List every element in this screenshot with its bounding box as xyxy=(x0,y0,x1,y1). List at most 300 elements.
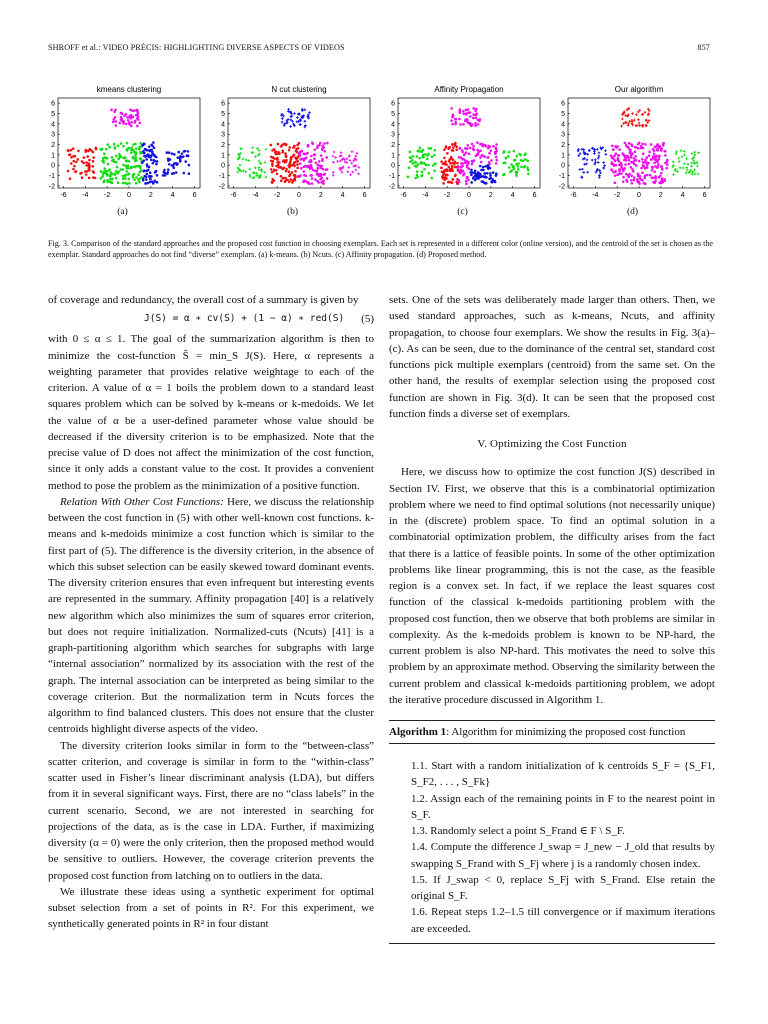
data-point xyxy=(431,177,434,180)
data-point xyxy=(440,160,443,163)
data-point xyxy=(679,166,682,169)
data-point xyxy=(126,167,129,170)
data-point xyxy=(122,157,125,160)
data-point xyxy=(103,156,106,159)
data-point xyxy=(625,179,628,182)
data-point xyxy=(162,174,165,177)
paragraph: We illustrate these ideas using a synthetic experiment for optimal subset selection from a set of points in R². For this experiment, we synthetically generated points in R² in four distant xyxy=(48,885,374,931)
data-point xyxy=(489,145,492,148)
data-point xyxy=(285,160,288,163)
data-point xyxy=(524,158,527,161)
data-point xyxy=(111,156,114,159)
data-point xyxy=(470,181,473,184)
data-point xyxy=(508,151,511,154)
data-point xyxy=(150,159,153,162)
data-point xyxy=(67,170,70,173)
subfigure-c xyxy=(380,82,545,222)
paragraph: with 0 ≤ α ≤ 1. The goal of the summarization algorithm is then to minimize the cost-function Ŝ = min_S J(S). Here, α represents a weighting parameter that provides relative weightage to each of the criterion. A value of α = 1 boils the problem down to a standard least squares problem which can be solved by k-means or k-medoids. We let the value of α be a user-defined parameter whose value should be decreased if the diversity criterion is to be emphasized. Note that the precise value of D does not affect the minimization of the cost function, since it only adds a constant value to the cost. It provides a convenient method to pose the problem as the minimization of a positive function. xyxy=(48,333,374,492)
data-point xyxy=(610,169,613,172)
data-point xyxy=(631,182,634,185)
y-tick-label: 4 xyxy=(51,121,55,129)
data-point xyxy=(414,165,417,168)
y-tick-label: 3 xyxy=(221,131,225,139)
data-point xyxy=(237,171,240,174)
data-point xyxy=(520,165,523,168)
data-point xyxy=(284,180,287,183)
data-point xyxy=(672,173,675,176)
data-point xyxy=(113,172,116,175)
data-point xyxy=(144,148,147,151)
data-point xyxy=(110,171,113,174)
y-tick-label: 2 xyxy=(221,142,225,150)
data-point xyxy=(641,142,644,145)
data-point xyxy=(479,156,482,159)
y-tick-label: 4 xyxy=(221,121,225,129)
data-point xyxy=(323,142,326,145)
data-point xyxy=(680,149,683,152)
data-point xyxy=(629,166,632,169)
data-point xyxy=(656,143,659,146)
data-point xyxy=(332,171,335,174)
data-point xyxy=(472,117,475,120)
data-point xyxy=(610,163,613,166)
data-point xyxy=(114,108,117,111)
data-point xyxy=(296,163,299,166)
data-point xyxy=(628,163,631,166)
data-point xyxy=(132,174,135,177)
data-point xyxy=(293,154,296,157)
data-point xyxy=(664,154,667,157)
figure-3 xyxy=(40,82,730,222)
y-tick-label: 1 xyxy=(51,152,55,160)
y-tick-label: 6 xyxy=(391,100,395,108)
data-point xyxy=(70,162,73,165)
data-point xyxy=(85,161,88,164)
data-point xyxy=(628,120,631,123)
data-point xyxy=(485,182,488,185)
data-point xyxy=(135,147,138,150)
data-point xyxy=(452,146,455,149)
data-point xyxy=(128,116,131,119)
data-point xyxy=(635,113,638,116)
data-point xyxy=(103,152,106,155)
data-point xyxy=(494,151,497,154)
x-tick-label: -6 xyxy=(570,192,577,199)
data-point xyxy=(139,157,142,160)
data-point xyxy=(106,157,109,160)
data-point xyxy=(108,146,111,149)
data-point xyxy=(508,166,511,169)
data-point xyxy=(323,150,326,153)
data-point xyxy=(656,165,659,168)
data-point xyxy=(147,169,150,172)
data-point xyxy=(322,168,325,171)
x-tick-label: -6 xyxy=(400,192,407,199)
data-point xyxy=(115,120,118,123)
data-point xyxy=(107,163,110,166)
data-point xyxy=(316,164,319,167)
data-point xyxy=(156,181,159,184)
data-point xyxy=(285,154,288,157)
data-point xyxy=(112,118,115,121)
data-point xyxy=(638,124,641,127)
data-point xyxy=(597,161,600,164)
x-tick-label: -4 xyxy=(82,192,89,199)
data-point xyxy=(586,171,589,174)
x-tick-label: 2 xyxy=(658,192,663,199)
data-point xyxy=(90,149,93,152)
data-point xyxy=(127,178,130,181)
data-point xyxy=(299,123,302,126)
data-point xyxy=(300,158,303,161)
data-point xyxy=(685,158,688,161)
data-point xyxy=(475,177,478,180)
data-point xyxy=(617,154,620,157)
data-point xyxy=(641,171,644,174)
data-point xyxy=(126,183,129,186)
data-point xyxy=(451,143,454,146)
data-point xyxy=(288,170,291,173)
data-point xyxy=(642,153,645,156)
data-point xyxy=(285,143,288,146)
y-tick-label: 2 xyxy=(391,142,395,150)
data-point xyxy=(644,167,647,170)
data-point xyxy=(128,160,131,163)
data-point xyxy=(604,149,607,152)
data-point xyxy=(258,168,261,171)
data-point xyxy=(465,151,468,154)
data-point xyxy=(166,172,169,175)
data-point xyxy=(522,159,525,162)
data-point xyxy=(503,150,506,153)
data-point xyxy=(593,150,596,153)
data-point xyxy=(103,167,106,170)
data-point xyxy=(685,172,688,175)
data-point xyxy=(355,169,358,172)
data-point xyxy=(281,144,284,147)
data-point xyxy=(114,146,117,149)
data-point xyxy=(683,154,686,157)
data-point xyxy=(242,158,245,161)
data-point xyxy=(240,148,243,151)
data-point xyxy=(618,148,621,151)
data-point xyxy=(254,167,257,170)
data-point xyxy=(685,166,688,169)
data-point xyxy=(527,169,530,172)
data-point xyxy=(459,108,462,111)
data-point xyxy=(340,151,343,154)
data-point xyxy=(275,153,278,156)
data-point xyxy=(495,156,498,159)
data-point xyxy=(518,153,521,156)
data-point xyxy=(467,108,470,111)
data-point xyxy=(307,145,310,148)
data-point xyxy=(304,109,307,112)
data-point xyxy=(304,120,307,123)
y-tick-label: 2 xyxy=(51,142,55,150)
data-point xyxy=(661,168,664,171)
data-point xyxy=(289,178,292,181)
data-point xyxy=(516,155,519,158)
x-tick-label: -6 xyxy=(60,192,67,199)
data-point xyxy=(271,181,274,184)
data-point xyxy=(92,160,95,163)
data-point xyxy=(147,182,150,185)
data-point xyxy=(460,166,463,169)
data-point xyxy=(182,172,185,175)
data-point xyxy=(475,116,478,119)
data-point xyxy=(120,116,123,119)
data-point xyxy=(423,168,426,171)
data-point xyxy=(664,178,667,181)
data-point xyxy=(169,158,172,161)
data-point xyxy=(621,118,624,121)
data-point xyxy=(349,173,352,176)
data-point xyxy=(621,168,624,171)
data-point xyxy=(273,157,276,160)
data-point xyxy=(148,145,151,148)
data-point xyxy=(614,170,617,173)
data-point xyxy=(122,145,125,148)
data-point xyxy=(306,152,309,155)
data-point xyxy=(321,144,324,147)
data-point xyxy=(683,162,686,165)
data-point xyxy=(293,145,296,148)
paragraph: sets. One of the sets was deliberately made larger than others. Then, we used standard approaches, such as k-means, Ncuts, and affinity propagation, to choose four exemplars. We show the results in Fig. 3(a)–(c). As can be seen, due to the dominance of the central set, standard cost functions pick multiple exemplars (centroid) from the same set. On the other hand, the results of exemplar selection using the proposed cost function are shown in Fig. 3(d). It can be seen that the proposed cost function finds a diverse set of exemplars. xyxy=(389,294,715,420)
data-point xyxy=(654,176,657,179)
data-point xyxy=(625,144,628,147)
data-point xyxy=(142,179,145,182)
data-point xyxy=(487,164,490,167)
data-point xyxy=(457,166,460,169)
data-point xyxy=(613,154,616,157)
x-tick-label: 2 xyxy=(318,192,323,199)
run-in-heading: Relation With Other Cost Functions: xyxy=(60,495,224,508)
data-point xyxy=(490,177,493,180)
data-point xyxy=(351,171,354,174)
data-point xyxy=(624,114,627,117)
data-point xyxy=(245,159,248,162)
data-point xyxy=(313,157,316,160)
data-point xyxy=(639,147,642,150)
data-point xyxy=(118,153,121,156)
data-point xyxy=(412,162,415,165)
data-point xyxy=(145,173,148,176)
data-point xyxy=(121,112,124,115)
scatter-plot-kmeans xyxy=(40,82,205,207)
data-point xyxy=(459,147,462,150)
data-point xyxy=(305,156,308,159)
running-header xyxy=(48,43,710,52)
data-point xyxy=(603,164,606,167)
data-point xyxy=(486,156,489,159)
data-point xyxy=(517,165,520,168)
data-point xyxy=(115,124,118,127)
data-point xyxy=(416,170,419,173)
data-point xyxy=(299,162,302,165)
data-point xyxy=(648,154,651,157)
data-point xyxy=(115,161,118,164)
data-point xyxy=(637,173,640,176)
data-point xyxy=(341,171,344,174)
data-point xyxy=(281,149,284,152)
data-point xyxy=(123,115,126,118)
data-point xyxy=(135,109,138,112)
data-point xyxy=(143,175,146,178)
data-point xyxy=(251,147,254,150)
data-point xyxy=(85,173,88,176)
data-point xyxy=(616,145,619,148)
data-point xyxy=(142,170,145,173)
data-point xyxy=(139,122,142,125)
data-point xyxy=(474,170,477,173)
data-point xyxy=(467,162,470,165)
data-point xyxy=(81,176,84,179)
data-point xyxy=(133,109,136,112)
data-point xyxy=(351,150,354,153)
data-point xyxy=(300,167,303,170)
data-point xyxy=(579,168,582,171)
data-point xyxy=(463,172,466,175)
data-point xyxy=(611,145,614,148)
y-tick-label: 5 xyxy=(391,111,395,119)
data-point xyxy=(630,179,633,182)
data-point xyxy=(644,111,647,114)
data-point xyxy=(582,148,585,151)
y-tick-label: 4 xyxy=(561,121,565,129)
data-point xyxy=(284,152,287,155)
data-point xyxy=(334,156,337,159)
data-point xyxy=(336,160,339,163)
data-point xyxy=(451,165,454,168)
data-point xyxy=(295,148,298,151)
data-point xyxy=(612,148,615,151)
algorithm-label: Algorithm 1 xyxy=(389,726,447,738)
y-tick-label: -1 xyxy=(388,173,395,181)
data-point xyxy=(479,143,482,146)
data-point xyxy=(443,148,446,151)
data-point xyxy=(320,173,323,176)
data-point xyxy=(130,147,133,150)
data-point xyxy=(145,178,148,181)
data-point xyxy=(163,169,166,172)
data-point xyxy=(657,163,660,166)
data-point xyxy=(627,155,630,158)
data-point xyxy=(458,118,461,121)
data-point xyxy=(633,163,636,166)
data-point xyxy=(143,152,146,155)
data-point xyxy=(656,149,659,152)
data-point xyxy=(442,182,445,185)
data-point xyxy=(653,152,656,155)
data-point xyxy=(95,147,98,150)
data-point xyxy=(471,163,474,166)
data-point xyxy=(445,163,448,166)
data-point xyxy=(690,165,693,168)
data-point xyxy=(644,161,647,164)
data-point xyxy=(105,148,108,151)
data-point xyxy=(492,171,495,174)
data-point xyxy=(346,157,349,160)
data-point xyxy=(474,122,477,125)
data-point xyxy=(313,153,316,156)
data-point xyxy=(188,172,191,175)
data-point xyxy=(433,170,436,173)
plot-title: Affinity Propagation xyxy=(434,85,504,94)
data-point xyxy=(152,182,155,185)
data-point xyxy=(691,171,694,174)
data-point xyxy=(321,177,324,180)
paragraph: of coverage and redundancy, the overall cost of a summary is given by xyxy=(48,294,359,306)
y-tick-label: -2 xyxy=(558,183,565,191)
data-point xyxy=(125,170,128,173)
data-point xyxy=(513,168,516,171)
data-point xyxy=(316,173,319,176)
data-point xyxy=(288,175,291,178)
data-point xyxy=(443,157,446,160)
data-point xyxy=(137,178,140,181)
data-point xyxy=(137,118,140,121)
data-point xyxy=(489,172,492,175)
data-point xyxy=(476,174,479,177)
data-point xyxy=(110,109,113,112)
data-point xyxy=(660,149,663,152)
data-point xyxy=(148,149,151,152)
data-point xyxy=(409,160,412,163)
data-point xyxy=(75,170,78,173)
x-tick-label: 6 xyxy=(702,192,707,199)
data-point xyxy=(489,174,492,177)
data-point xyxy=(638,122,641,125)
data-point xyxy=(526,160,529,163)
data-point xyxy=(694,154,697,157)
data-point xyxy=(348,166,351,169)
data-point xyxy=(454,118,457,121)
data-point xyxy=(125,160,128,163)
data-point xyxy=(465,180,468,183)
data-point xyxy=(591,147,594,150)
data-point xyxy=(427,147,430,150)
data-point xyxy=(112,121,115,124)
data-point xyxy=(638,160,641,163)
data-point xyxy=(614,174,617,177)
data-point xyxy=(270,168,273,171)
y-tick-label: 1 xyxy=(221,152,225,160)
data-point xyxy=(686,169,689,172)
data-point xyxy=(127,164,130,167)
data-point xyxy=(133,166,136,169)
data-point xyxy=(111,178,114,181)
data-point xyxy=(318,160,321,163)
data-point xyxy=(113,143,116,146)
data-point xyxy=(694,173,697,176)
paragraph-text: Here, we discuss the relationship between the cost function in (5) with other well-known cost functions. k-means and k-medoids minimize a cost function which is similar to the first part of (5). The difference is the diversity criterion, in the absence of which this subset selection can be easily skewed toward dominant events. The diversity criterion ensures that even infrequent but interesting events are represented in the summary. Affinity propagation [40] is a relatively new algorithm which also minimizes the sum of squares error criterion, but does not require initialization. Normalized-cuts (Ncuts) [41] is a graph-partitioning algorithm which searches for subgraphs with large “internal association” normalized by its association with the rest of the graph. The internal association can be interpreted as being similar to the coverage criterion. But the normalization term in Ncuts forces the algorithm to find balanced clusters. This does not ensure that the cluster centroids highlight diverse aspects of the video. xyxy=(48,495,374,736)
paragraph xyxy=(48,494,374,738)
data-point xyxy=(133,178,136,181)
data-point xyxy=(358,166,361,169)
data-point xyxy=(446,152,449,155)
data-point xyxy=(184,160,187,163)
data-point xyxy=(682,167,685,170)
data-point xyxy=(77,158,80,161)
data-point xyxy=(444,160,447,163)
data-point xyxy=(86,170,89,173)
data-point xyxy=(321,148,324,151)
data-point xyxy=(624,158,627,161)
data-point xyxy=(676,170,679,173)
plot-title: kmeans clustering xyxy=(96,85,162,94)
x-tick-label: -4 xyxy=(592,192,599,199)
